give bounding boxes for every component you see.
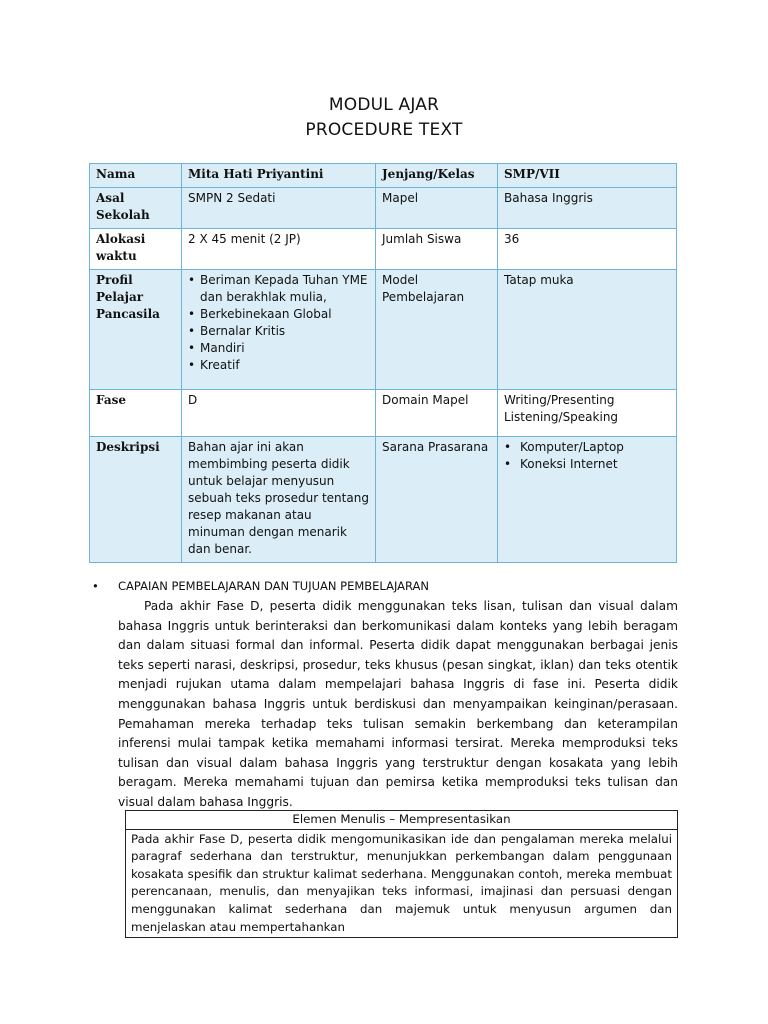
value-nama: Mita Hati Priyantini bbox=[182, 164, 376, 188]
list-item: • Komputer/Laptop bbox=[504, 439, 670, 456]
label-domain: Domain Mapel bbox=[376, 390, 498, 437]
table-row bbox=[90, 164, 677, 188]
label-mapel: Mapel bbox=[376, 188, 498, 229]
capaian-paragraph bbox=[118, 597, 678, 813]
table-row bbox=[90, 437, 677, 563]
value-deskripsi: Bahan ajar ini akan membimbing peserta didik untuk belajar menyusun sebuah teks prosedur tentang resep makanan atau minuman dengan menarik dan benar. bbox=[182, 437, 376, 563]
label-asal-sekolah: Asal Sekolah bbox=[90, 188, 182, 229]
list-item: • Koneksi Internet bbox=[504, 456, 670, 473]
value-profil bbox=[182, 270, 376, 390]
list-item: • Mandiri bbox=[188, 340, 369, 357]
value-jenjang: SMP/VII bbox=[498, 164, 677, 188]
list-item: • Bernalar Kritis bbox=[188, 323, 369, 340]
label-deskripsi: Deskripsi bbox=[90, 437, 182, 563]
elemen-body: Pada akhir Fase D, peserta didik mengomunikasikan ide dan pengalaman mereka melalui paragraf sederhana dan terstruktur, menunjukkan perkembangan dalam penggunaan kosakata spesifik dan struktur kalimat sederhana. Menggunakan contoh, mereka membuat perencanaan, menulis, dan menyajikan teks informasi, imajinasi dan persuasi dengan menggunakan kalimat sederhana dan majemuk untuk menyusun argumen dan menjelaskan atau mempertahankan bbox=[126, 829, 678, 938]
table-row bbox=[126, 829, 678, 938]
document-subtitle: PROCEDURE TEXT bbox=[305, 120, 463, 140]
domain-line: Writing/Presenting bbox=[504, 393, 615, 407]
value-asal-sekolah: SMPN 2 Sedati bbox=[182, 188, 376, 229]
value-fase: D bbox=[182, 390, 376, 437]
paragraph-text: Pada akhir Fase D, peserta didik menggunakan teks lisan, tulisan dan visual dalam bahasa Inggris untuk berinteraksi dan berkomunikasi dalam konteks yang lebih beragam dan dalam situasi formal dan informal. Peserta didik dapat menggunakan berbagai jenis teks seperti narasi, deskripsi, prosedur, teks khusus (pesan singkat, iklan) dan teks otentik menjadi rujukan utama dalam mempelajari bahasa Inggris di fase ini. Peserta didik menggunakan bahasa Inggris untuk berdiskusi dan menyampaikan keinginan/perasaan. Pemahaman mereka terhadap teks tulisan semakin berkembang dan keterampilan inferensi mulai tampak ketika memahami informasi tersirat. Mereka memproduksi teks tulisan dan visual dalam bahasa Inggris yang terstruktur dengan kosakata yang lebih beragam. Mereka memahami tujuan dan pemirsa ketika memproduksi teks tulisan dan visual dalam bahasa Inggris. bbox=[118, 599, 678, 809]
document-title: MODUL AJAR bbox=[328, 95, 440, 115]
list-item: • Beriman Kepada Tuhan YME dan berakhlak mulia, bbox=[188, 272, 369, 306]
value-model: Tatap muka bbox=[498, 270, 677, 390]
label-profil: Profil Pelajar Pancasila bbox=[90, 270, 182, 390]
value-sarana bbox=[498, 437, 677, 563]
label-alokasi: Alokasi waktu bbox=[90, 229, 182, 270]
value-mapel: Bahasa Inggris bbox=[498, 188, 677, 229]
identity-table bbox=[89, 163, 677, 563]
value-jumlah-siswa: 36 bbox=[498, 229, 677, 270]
table-row bbox=[90, 390, 677, 437]
label-jenjang: Jenjang/Kelas bbox=[376, 164, 498, 188]
bullet-icon: • bbox=[92, 579, 99, 593]
table-row bbox=[126, 811, 678, 830]
label-fase: Fase bbox=[90, 390, 182, 437]
list-item: • Berkebinekaan Global bbox=[188, 306, 369, 323]
table-row bbox=[90, 270, 677, 390]
table-row bbox=[90, 188, 677, 229]
table-row bbox=[90, 229, 677, 270]
section-heading-text: CAPAIAN PEMBELAJARAN DAN TUJUAN PEMBELAJARAN bbox=[118, 579, 430, 593]
label-nama: Nama bbox=[90, 164, 182, 188]
section-heading bbox=[92, 577, 429, 595]
value-alokasi: 2 X 45 menit (2 JP) bbox=[182, 229, 376, 270]
elemen-table bbox=[125, 810, 678, 938]
list-item: • Kreatif bbox=[188, 357, 369, 374]
elemen-header: Elemen Menulis – Mempresentasikan bbox=[126, 811, 678, 830]
value-domain bbox=[498, 390, 677, 437]
label-model: Model Pembelajaran bbox=[376, 270, 498, 390]
label-sarana: Sarana Prasarana bbox=[376, 437, 498, 563]
domain-line: Listening/Speaking bbox=[504, 410, 619, 424]
label-jumlah-siswa: Jumlah Siswa bbox=[376, 229, 498, 270]
